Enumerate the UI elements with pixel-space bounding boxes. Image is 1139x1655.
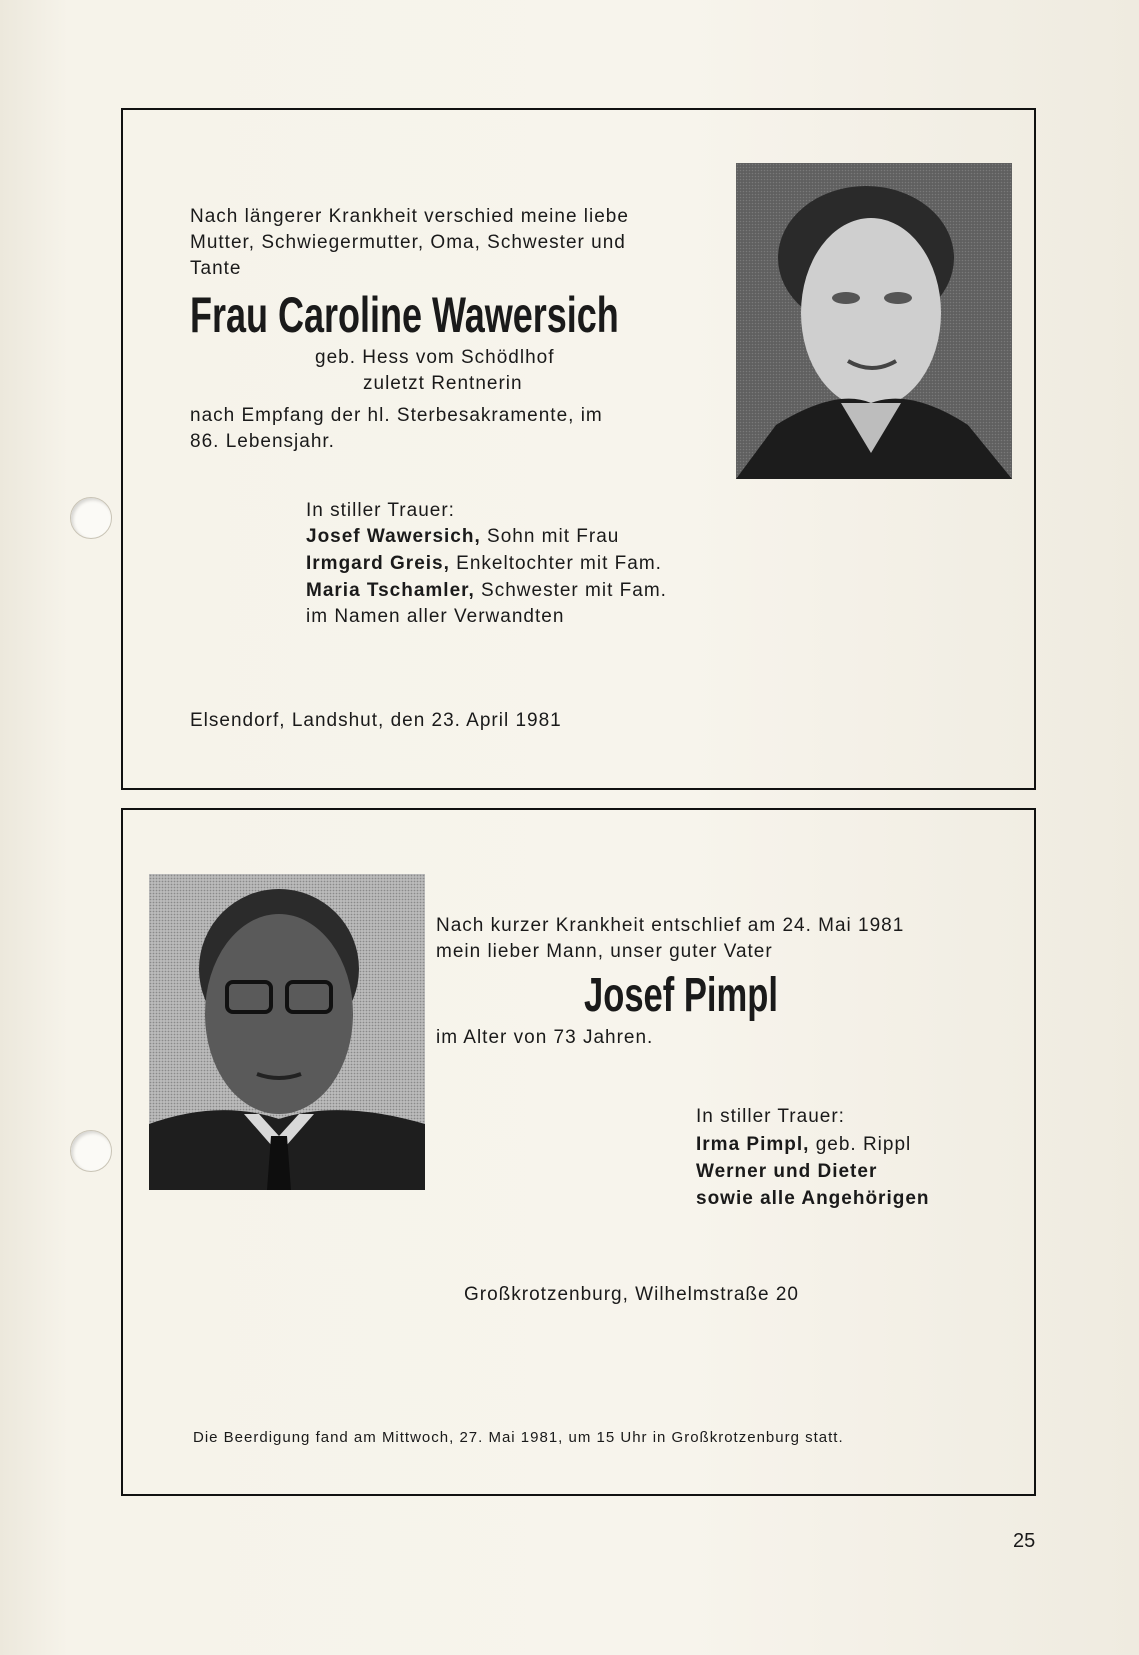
intro-line: Mutter, Schwiegermutter, Oma, Schwester und	[190, 232, 626, 253]
deceased-name: Frau Caroline Wawersich	[190, 287, 619, 343]
portrait-photo-man	[149, 874, 425, 1190]
intro-line: mein lieber Mann, unser guter Vater	[436, 941, 773, 962]
mourner-relation: Schwester mit Fam.	[474, 580, 667, 601]
punch-hole	[70, 497, 112, 539]
intro-line: Nach längerer Krankheit verschied meine liebe	[190, 206, 629, 227]
all-relatives: im Namen aller Verwandten	[306, 606, 565, 627]
deceased-name: Josef Pimpl	[584, 969, 778, 1022]
mourner-name: Josef Wawersich,	[306, 526, 481, 547]
obituary-notice-2	[121, 808, 1036, 1496]
mourner-line: sowie alle Angehörigen	[696, 1188, 930, 1209]
obituary-notice-1	[121, 108, 1036, 790]
mourner-name: Irmgard Greis,	[306, 553, 450, 574]
address: Großkrotzenburg, Wilhelmstraße 20	[464, 1284, 799, 1305]
mourner-name: Irma Pimpl,	[696, 1134, 810, 1155]
intro-line: Nach kurzer Krankheit entschlief am 24. Mai 1981	[436, 915, 905, 936]
mourner-relation: geb. Rippl	[809, 1134, 912, 1155]
funeral-info: Die Beerdigung fand am Mittwoch, 27. Mai 1981, um 15 Uhr in Großkrotzenburg statt.	[193, 1429, 844, 1446]
age-line: im Alter von 73 Jahren.	[436, 1027, 654, 1048]
mourner-name: Maria Tschamler,	[306, 580, 475, 601]
mourner-line	[306, 551, 662, 577]
sacrament-line: 86. Lebensjahr.	[190, 431, 335, 452]
place-date: Elsendorf, Landshut, den 23. April 1981	[190, 710, 562, 731]
sacrament-line: nach Empfang der hl. Sterbesakramente, im	[190, 405, 603, 426]
mourner-line: Werner und Dieter	[696, 1161, 878, 1182]
occupation: zuletzt Rentnerin	[363, 373, 523, 394]
portrait-photo-woman	[736, 163, 1012, 479]
mourner-relation: Sohn mit Frau	[480, 526, 620, 547]
birth-name: geb. Hess vom Schödlhof	[315, 347, 555, 368]
mourner-relation: Enkeltochter mit Fam.	[449, 553, 662, 574]
punch-hole	[70, 1130, 112, 1172]
page-number: 25	[1013, 1530, 1036, 1552]
mourner-line	[696, 1132, 911, 1158]
intro-line: Tante	[190, 258, 242, 279]
mourning-title: In stiller Trauer:	[306, 500, 455, 521]
mourning-title: In stiller Trauer:	[696, 1106, 845, 1127]
mourner-line	[306, 524, 619, 550]
mourner-line	[306, 578, 667, 604]
